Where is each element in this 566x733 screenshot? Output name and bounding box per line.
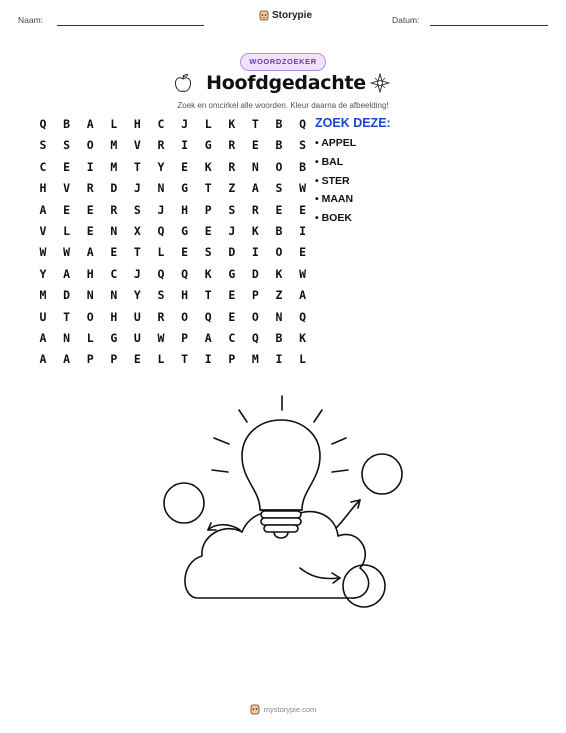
grid-letter[interactable]: D (110, 181, 118, 196)
grid-letter[interactable]: O (275, 159, 283, 174)
grid-letter[interactable]: E (299, 202, 307, 217)
grid-letter[interactable]: G (204, 138, 212, 153)
grid-letter[interactable]: A (299, 288, 307, 303)
grid-letter[interactable]: I (181, 138, 189, 153)
grid-letter[interactable]: L (204, 117, 212, 131)
word-item: • BAL (315, 156, 344, 168)
grid-letter[interactable]: K (251, 224, 259, 238)
grid-letter[interactable]: G (181, 181, 189, 196)
grid-letter[interactable]: R (157, 309, 165, 324)
word-item: • BOEK (315, 212, 352, 224)
grid-letter[interactable]: T (63, 309, 71, 324)
grid-letter[interactable]: Q (181, 266, 189, 281)
grid-letter[interactable]: K (228, 117, 236, 131)
grid-letter[interactable]: W (39, 245, 47, 260)
grid-letter[interactable]: H (39, 181, 47, 196)
grid-letter[interactable]: S (204, 245, 212, 260)
grid-letter[interactable]: C (228, 331, 236, 345)
grid-letter[interactable]: B (275, 224, 283, 238)
grid-letter[interactable]: I (299, 224, 307, 238)
grid-letter[interactable]: R (157, 138, 165, 153)
grid-letter[interactable]: M (251, 352, 259, 367)
grid-letter[interactable]: R (228, 159, 236, 174)
grid-letter[interactable]: A (39, 352, 47, 367)
grid-letter[interactable]: U (39, 309, 47, 324)
grid-letter[interactable]: S (157, 288, 165, 303)
word-search-grid (39, 117, 307, 371)
brand (259, 10, 312, 21)
grid-letter[interactable]: T (133, 159, 141, 174)
grid-letter[interactable]: K (275, 266, 283, 281)
grid-letter[interactable]: E (181, 159, 189, 174)
grid-letter[interactable]: H (86, 266, 94, 281)
grid-letter[interactable]: E (228, 309, 236, 324)
grid-letter[interactable]: N (275, 309, 283, 324)
grid-letter[interactable]: E (63, 159, 71, 174)
grid-letter[interactable]: A (39, 202, 47, 217)
grid-letter[interactable]: R (251, 202, 259, 217)
grid-letter[interactable]: H (181, 288, 189, 303)
grid-letter[interactable]: B (63, 117, 71, 131)
grid-letter[interactable]: G (181, 224, 189, 238)
grid-letter[interactable]: R (86, 181, 94, 196)
grid-letter[interactable]: D (251, 266, 259, 281)
grid-letter[interactable]: M (39, 288, 47, 303)
grid-letter[interactable]: E (299, 245, 307, 260)
grid-letter[interactable]: B (275, 331, 283, 345)
grid-letter[interactable]: E (110, 245, 118, 260)
grid-letter[interactable]: C (39, 159, 47, 174)
grid-letter[interactable]: H (110, 309, 118, 324)
grid-letter[interactable]: B (275, 138, 283, 153)
grid-letter[interactable]: V (39, 224, 47, 238)
grid-letter[interactable]: E (251, 138, 259, 153)
grid-letter[interactable]: Q (299, 309, 307, 324)
grid-letter[interactable]: L (110, 117, 118, 131)
grid-letter[interactable]: X (133, 224, 141, 238)
grid-letter[interactable]: Q (157, 224, 165, 238)
grid-letter[interactable]: V (133, 138, 141, 153)
grid-letter[interactable]: Y (39, 266, 47, 281)
grid-letter[interactable]: E (181, 245, 189, 260)
grid-letter[interactable]: J (133, 266, 141, 281)
grid-letter[interactable]: N (110, 288, 118, 303)
grid-letter[interactable]: R (110, 202, 118, 217)
grid-letter[interactable]: E (275, 202, 283, 217)
grid-letter[interactable]: L (157, 352, 165, 367)
grid-letter[interactable]: A (63, 352, 71, 367)
grid-letter[interactable]: Y (157, 159, 165, 174)
instructions: Zoek en omcirkel alle woorden. Kleur daarna de afbeelding! (177, 101, 389, 110)
grid-letter[interactable]: N (251, 159, 259, 174)
grid-letter[interactable]: S (39, 138, 47, 153)
grid-letter[interactable]: N (86, 288, 94, 303)
grid-letter[interactable]: A (86, 117, 94, 131)
grid-letter[interactable]: A (39, 331, 47, 345)
grid-letter[interactable]: W (157, 331, 165, 345)
date-label: Datum: (392, 15, 420, 25)
grid-letter[interactable]: Z (275, 288, 283, 303)
grid-letter[interactable]: D (63, 288, 71, 303)
grid-letter[interactable]: U (133, 309, 141, 324)
grid-letter[interactable]: Z (228, 181, 236, 196)
grid-letter[interactable]: A (204, 331, 212, 345)
name-line (57, 25, 204, 26)
grid-letter[interactable]: A (63, 266, 71, 281)
grid-letter[interactable]: K (204, 159, 212, 174)
grid-letter[interactable]: J (157, 202, 165, 217)
grid-letter[interactable]: S (228, 202, 236, 217)
grid-letter[interactable]: T (133, 245, 141, 260)
grid-letter[interactable]: W (299, 266, 307, 281)
grid-letter[interactable]: E (86, 202, 94, 217)
grid-letter[interactable]: K (204, 266, 212, 281)
grid-letter[interactable]: A (86, 245, 94, 260)
grid-letter[interactable]: P (204, 202, 212, 217)
footer-site: mystorypie.com (263, 705, 317, 714)
grid-letter[interactable]: P (110, 352, 118, 367)
lightbulb-cloud-illustration (150, 390, 420, 620)
grid-letter[interactable]: S (275, 181, 283, 196)
grid-letter[interactable]: P (86, 352, 94, 367)
grid-letter[interactable]: O (86, 138, 94, 153)
grid-letter[interactable]: M (110, 138, 118, 153)
storypie-logo-icon (250, 704, 260, 715)
grid-letter[interactable]: O (251, 309, 259, 324)
grid-letter[interactable]: I (275, 352, 283, 367)
grid-letter[interactable]: O (181, 309, 189, 324)
grid-letter[interactable]: O (275, 245, 283, 260)
name-label: Naam: (18, 15, 44, 25)
grid-letter[interactable]: R (228, 138, 236, 153)
word-list-title: ZOEK DEZE: (315, 116, 391, 130)
grid-letter[interactable]: L (63, 224, 71, 238)
grid-letter[interactable]: L (299, 352, 307, 367)
puzzle-type-badge: WOORDZOEKER (240, 53, 326, 71)
grid-letter[interactable]: S (133, 202, 141, 217)
grid-letter[interactable]: E (133, 352, 141, 367)
grid-letter[interactable]: E (86, 224, 94, 238)
grid-letter[interactable]: V (63, 181, 71, 196)
grid-letter[interactable]: D (228, 245, 236, 260)
grid-letter[interactable]: K (299, 331, 307, 345)
grid-letter[interactable]: E (228, 288, 236, 303)
grid-letter[interactable]: H (133, 117, 141, 131)
grid-letter[interactable]: A (251, 181, 259, 196)
word-item: • STER (315, 175, 350, 187)
grid-letter[interactable]: N (63, 331, 71, 345)
grid-letter[interactable]: I (251, 245, 259, 260)
apple-icon (173, 72, 193, 94)
footer (0, 704, 566, 715)
grid-letter[interactable]: G (110, 331, 118, 345)
grid-letter[interactable]: L (86, 331, 94, 345)
grid-letter[interactable]: M (110, 159, 118, 174)
grid-letter[interactable]: J (228, 224, 236, 238)
grid-letter[interactable]: J (181, 117, 189, 131)
grid-letter[interactable]: I (204, 352, 212, 367)
page-title: Hoofdgedachte (206, 72, 366, 94)
grid-letter[interactable]: B (275, 117, 283, 131)
grid-letter[interactable]: H (181, 202, 189, 217)
grid-letter[interactable]: Q (251, 331, 259, 345)
storypie-logo-icon (259, 10, 269, 21)
grid-letter[interactable]: T (204, 288, 212, 303)
grid-letter[interactable]: N (157, 181, 165, 196)
word-item: • APPEL (315, 137, 357, 149)
grid-letter[interactable]: T (251, 117, 259, 131)
grid-letter[interactable]: Y (133, 288, 141, 303)
grid-letter[interactable]: G (228, 266, 236, 281)
grid-letter[interactable]: C (157, 117, 165, 131)
grid-letter[interactable]: E (63, 202, 71, 217)
grid-letter[interactable]: N (110, 224, 118, 238)
grid-letter[interactable]: O (86, 309, 94, 324)
word-item: • MAAN (315, 193, 354, 205)
grid-letter[interactable]: Q (157, 266, 165, 281)
grid-letter[interactable]: I (86, 159, 94, 174)
grid-letter[interactable]: C (110, 266, 118, 281)
grid-letter[interactable]: Q (299, 117, 307, 131)
grid-letter[interactable]: Q (204, 309, 212, 324)
grid-letter[interactable]: Q (39, 117, 47, 131)
grid-letter[interactable]: W (299, 181, 307, 196)
grid-letter[interactable]: B (299, 159, 307, 174)
brand-name: Storypie (272, 10, 313, 21)
grid-letter[interactable]: L (157, 245, 165, 260)
date-line (430, 25, 548, 26)
grid-letter[interactable]: W (63, 245, 71, 260)
grid-letter[interactable]: E (204, 224, 212, 238)
grid-letter[interactable]: T (204, 181, 212, 196)
grid-letter[interactable]: P (228, 352, 236, 367)
grid-letter[interactable]: T (181, 352, 189, 367)
compass-star-icon (370, 73, 390, 93)
grid-letter[interactable]: J (133, 181, 141, 196)
grid-letter[interactable]: S (63, 138, 71, 153)
grid-letter[interactable]: P (251, 288, 259, 303)
grid-letter[interactable]: S (299, 138, 307, 153)
grid-letter[interactable]: P (181, 331, 189, 345)
grid-letter[interactable]: U (133, 331, 141, 345)
